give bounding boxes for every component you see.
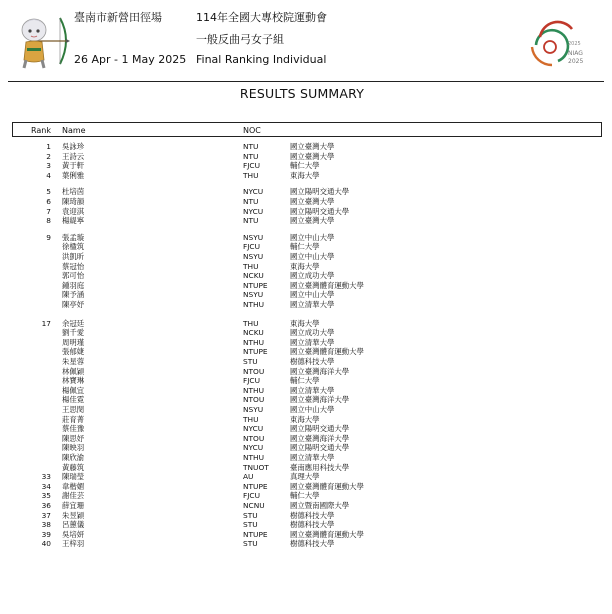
athlete-name: 陳琦韻 [62,197,85,206]
noc-code: NTHU [243,337,265,347]
athlete-name: 楊佩宜 [62,385,85,395]
university-name: 國立中山大學 [290,232,335,242]
noc-code: NYCU [243,187,264,197]
table-row [0,319,612,329]
university-name: 輔仁大學 [290,491,320,501]
university-name: 國立臺灣海洋大學 [290,366,350,376]
noc-code: AU [243,472,254,482]
logo-year-small: 2025 [568,41,581,47]
athlete-name: 王思閔 [62,405,85,414]
rank-cell: 4 [46,170,51,180]
rank-cell: 6 [46,197,51,206]
rank-cell: 7 [46,206,51,216]
rank-cell: 8 [46,216,51,226]
athlete-name: 鍾羽庭 [62,280,85,290]
table-row [0,233,612,243]
athlete-name: 黃藤筑 [62,462,85,472]
athlete-name: 韋楷媚 [62,481,85,491]
noc-code: NYCU [243,424,264,434]
column-header-name: Name [62,126,86,135]
noc-code: NTOU [243,433,265,443]
athlete-name: 薛宜珊 [62,501,85,510]
noc-code: NSYU [243,252,264,261]
athlete-name: 徐楹筑 [62,242,85,252]
table-row [0,376,612,386]
noc-code: NTUPE [243,347,268,357]
university-name: 國立陽明交通大學 [290,443,350,453]
results-summary-title: RESULTS SUMMARY [239,86,365,101]
table-row [0,434,612,444]
athlete-name: 謝佳芸 [62,491,85,501]
university-name: 樹德科技大學 [290,520,335,530]
university-name: 國立臺灣體育運動大學 [290,481,364,491]
athlete-name: 陳映羽 [62,443,85,453]
university-name: 國立臺灣體育運動大學 [290,280,364,290]
university-name: 國立成功大學 [290,328,335,338]
university-name: 臺南應用科技大學 [290,462,350,472]
athlete-name: 吳詠珍 [62,142,85,151]
table-row [0,482,612,492]
noc-code: NTOU [243,395,265,405]
athlete-name: 王梓羽 [62,539,85,549]
athlete-name: 呂蕙儀 [62,520,85,530]
table-row [0,424,612,434]
noc-code: NYCU [243,206,264,216]
table-row [0,395,612,405]
table-row [0,300,612,310]
rank-cell: 40 [41,539,51,549]
table-row [0,520,612,530]
athlete-name: 杜培茵 [62,187,85,197]
athlete-name: 莊育菁 [62,414,85,424]
noc-code: NTU [243,151,259,161]
table-row [0,367,612,377]
university-name: 東海大學 [290,170,320,180]
table-row [0,290,612,300]
noc-code: STU [243,539,258,549]
athlete-name: 葉俐雅 [62,170,85,180]
noc-code: NSYU [243,405,264,414]
column-header-rank: Rank [31,126,51,135]
rank-cell: 33 [41,472,51,482]
athlete-name: 郭可怡 [62,271,85,281]
noc-code: TNUOT [243,462,269,472]
table-row [0,491,612,501]
university-name: 國立陽明交通大學 [290,424,350,434]
noc-code: NSYU [243,290,264,300]
table-row [0,252,612,262]
table-row [0,262,612,272]
athlete-name: 陳瑞瑩 [62,472,85,482]
rank-cell: 3 [46,161,51,171]
noc-code: STU [243,357,258,366]
table-row [0,386,612,396]
university-name: 國立臺灣海洋大學 [290,433,350,443]
athlete-name: 陳欣渝 [62,453,85,462]
athlete-name: 吳培妍 [62,529,85,539]
category-title: 一般反曲弓女子組 [196,33,284,46]
rank-cell: 38 [41,520,51,530]
university-name: 國立臺灣大學 [290,142,335,151]
rank-cell: 1 [46,142,51,151]
noc-code: NSYU [243,232,264,242]
table-row [0,463,612,473]
university-name: 國立臺灣大學 [290,197,335,206]
noc-code: NTUPE [243,481,268,491]
noc-code: NYCU [243,443,264,453]
athlete-name: 余冠廷 [62,318,85,328]
athlete-name: 林佩穎 [62,366,85,376]
university-name: 國立清華大學 [290,337,335,347]
table-row [0,472,612,482]
table-row [0,405,612,415]
athlete-name: 周明瑾 [62,337,85,347]
logo-abbrev: NIAG [568,50,583,57]
athlete-name: 張郁婕 [62,347,85,357]
athlete-name: 朱昱穎 [62,510,85,520]
university-name: 國立臺灣大學 [290,216,335,226]
noc-code: STU [243,520,258,530]
table-row [0,142,612,152]
noc-code: NTU [243,142,259,151]
column-header-noc: NOC [243,126,261,135]
university-name: 國立中山大學 [290,290,335,300]
table-row [0,242,612,252]
event-title: 114年全國大專校院運動會 [196,11,327,24]
noc-code: THU [243,414,259,424]
rank-cell: 5 [46,187,51,197]
noc-code: NCKU [243,328,264,338]
table-row [0,347,612,357]
table-row [0,530,612,540]
rank-cell: 35 [41,491,51,501]
table-row [0,501,612,511]
rank-cell: 37 [41,510,51,520]
rank-cell: 17 [41,318,51,328]
athlete-name: 楊緹寧 [62,216,85,226]
rank-cell: 39 [41,529,51,539]
university-name: 樹德科技大學 [290,510,335,520]
athlete-name: 林寶琳 [62,376,85,386]
university-name: 國立中山大學 [290,252,335,261]
noc-code: NTHU [243,300,265,309]
table-row [0,197,612,207]
noc-code: NCNU [243,501,265,510]
table-row [0,443,612,453]
university-name: 東海大學 [290,261,320,271]
athlete-name: 朱星蓉 [62,357,85,366]
university-name: 國立臺灣體育運動大學 [290,529,364,539]
university-name: 東海大學 [290,414,320,424]
games-logo [528,17,586,69]
noc-code: NTUPE [243,529,268,539]
noc-code: NTU [243,216,259,226]
university-name: 輔仁大學 [290,242,320,252]
table-row [0,511,612,521]
table-header-bar [12,122,602,137]
university-name: 國立暨南國際大學 [290,501,350,510]
university-name: 國立陽明交通大學 [290,187,350,197]
table-row [0,152,612,162]
noc-code: NTUPE [243,280,268,290]
noc-code: THU [243,170,259,180]
table-row [0,187,612,197]
athlete-name: 劉千愛 [62,328,85,338]
event-dates: 26 Apr - 1 May 2025 [74,53,187,66]
noc-code: THU [243,318,259,328]
table-row [0,207,612,217]
athlete-name: 袁迎淇 [62,206,85,216]
noc-code: FJCU [243,376,261,386]
table-row [0,328,612,338]
table-row [0,415,612,425]
university-name: 輔仁大學 [290,161,320,171]
athlete-name: 張孟璇 [62,232,85,242]
noc-code: FJCU [243,491,261,501]
noc-code: FJCU [243,161,261,171]
university-name: 國立清華大學 [290,385,335,395]
noc-code: NTHU [243,453,265,462]
table-row [0,453,612,463]
athlete-name: 黃于軒 [62,161,85,171]
table-row [0,338,612,348]
athlete-name: 楊佳霓 [62,395,85,405]
logo-year: 2025 [568,58,584,65]
university-name: 國立中山大學 [290,405,335,414]
noc-code: FJCU [243,242,261,252]
university-name: 國立陽明交通大學 [290,206,350,216]
university-name: 國立臺灣大學 [290,151,335,161]
athlete-name: 蔡冠怡 [62,261,85,271]
table-row [0,171,612,181]
table-row [0,271,612,281]
athlete-name: 蔡佳豫 [62,424,85,434]
noc-code: NTHU [243,385,265,395]
noc-code: NTU [243,197,259,206]
university-name: 樹德科技大學 [290,539,335,549]
noc-code: NCKU [243,271,264,281]
table-row [0,161,612,171]
university-name: 國立臺灣體育運動大學 [290,347,364,357]
university-name: 輔仁大學 [290,376,320,386]
noc-code: STU [243,510,258,520]
university-name: 國立清華大學 [290,300,335,309]
athlete-name: 陳思妤 [62,433,85,443]
university-name: 樹德科技大學 [290,357,335,366]
university-name: 東海大學 [290,318,320,328]
rank-cell: 2 [46,151,51,161]
athlete-name: 陳亭妤 [62,300,85,309]
athlete-name: 洪凱昕 [62,252,85,261]
venue: 臺南市新營田徑場 [74,11,162,24]
rank-cell: 36 [41,501,51,510]
table-row [0,281,612,291]
report-name: Final Ranking Individual [196,53,327,66]
noc-code: NTOU [243,366,265,376]
athlete-name: 陳予涵 [62,290,85,300]
university-name: 真理大學 [290,472,320,482]
rank-cell: 34 [41,481,51,491]
mascot-illustration [12,12,74,70]
university-name: 國立臺灣海洋大學 [290,395,350,405]
rank-cell: 9 [46,232,51,242]
noc-code: THU [243,261,259,271]
university-name: 國立成功大學 [290,271,335,281]
athlete-name: 王詩云 [62,151,85,161]
table-row [0,357,612,367]
table-row [0,216,612,226]
table-row [0,539,612,549]
header-divider [8,81,604,82]
university-name: 國立清華大學 [290,453,335,462]
